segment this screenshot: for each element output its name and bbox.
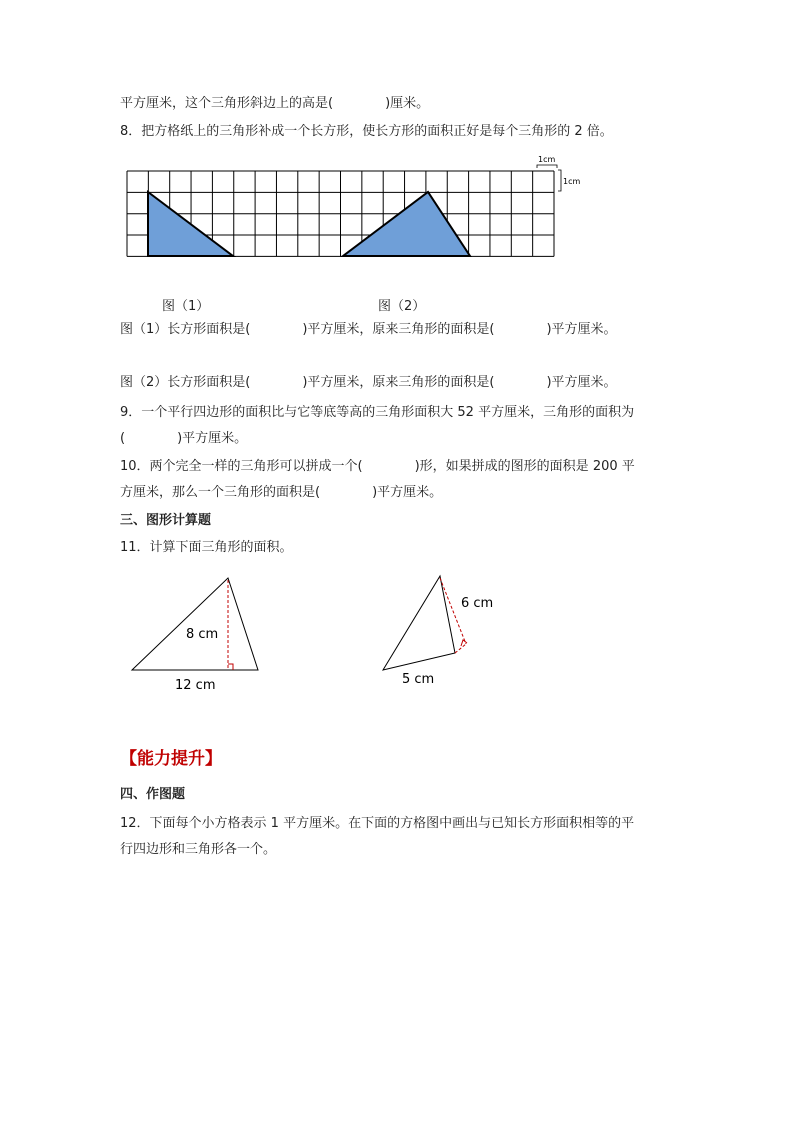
question-11: 11．计算下面三角形的面积。 xyxy=(120,540,293,555)
triangle-2-height: 6 cm xyxy=(461,596,494,611)
question-10: 10．两个完全一样的三角形可以拼成一个( )形，如果拼成的图形的面积是 200 平 xyxy=(120,459,635,474)
section-4-heading: 四、作图题 xyxy=(120,787,186,802)
figure-2-label: 图（2） xyxy=(378,299,426,314)
question-9-cont: ( )平方厘米。 xyxy=(120,431,248,446)
question-12: 12．下面每个小方格表示 1 平方厘米。在下面的方格图中画出与已知长方形面积相等的平 xyxy=(120,816,635,831)
scale-width-label: 1cm xyxy=(538,155,556,164)
question-9: 9．一个平行四边形的面积比与它等底等高的三角形面积大 52 平方厘米，三角形的面积为 xyxy=(120,405,635,420)
figure-1-label: 图（1） xyxy=(162,299,210,314)
triangle-1-base: 12 cm xyxy=(175,678,216,693)
figure-1-question: 图（1）长方形面积是( )平方厘米，原来三角形的面积是( )平方厘米。 xyxy=(120,322,617,337)
text-line-0: 平方厘米，这个三角形斜边上的高是( )厘米。 xyxy=(120,96,430,111)
question-10-cont: 方厘米，那么一个三角形的面积是( )平方厘米。 xyxy=(120,485,443,500)
scale-height-label: 1cm xyxy=(563,177,581,186)
question-12-cont: 行四边形和三角形各一个。 xyxy=(120,842,277,857)
figure-2-question: 图（2）长方形面积是( )平方厘米，原来三角形的面积是( )平方厘米。 xyxy=(120,375,617,390)
triangle-1-height: 8 cm xyxy=(186,627,219,642)
question-8: 8．把方格纸上的三角形补成一个长方形，使长方形的面积正好是每个三角形的 2 倍。 xyxy=(120,124,613,139)
section-3-heading: 三、图形计算题 xyxy=(120,513,212,528)
ability-heading: 【能力提升】 xyxy=(120,749,222,769)
triangle-2-base: 5 cm xyxy=(402,672,435,687)
